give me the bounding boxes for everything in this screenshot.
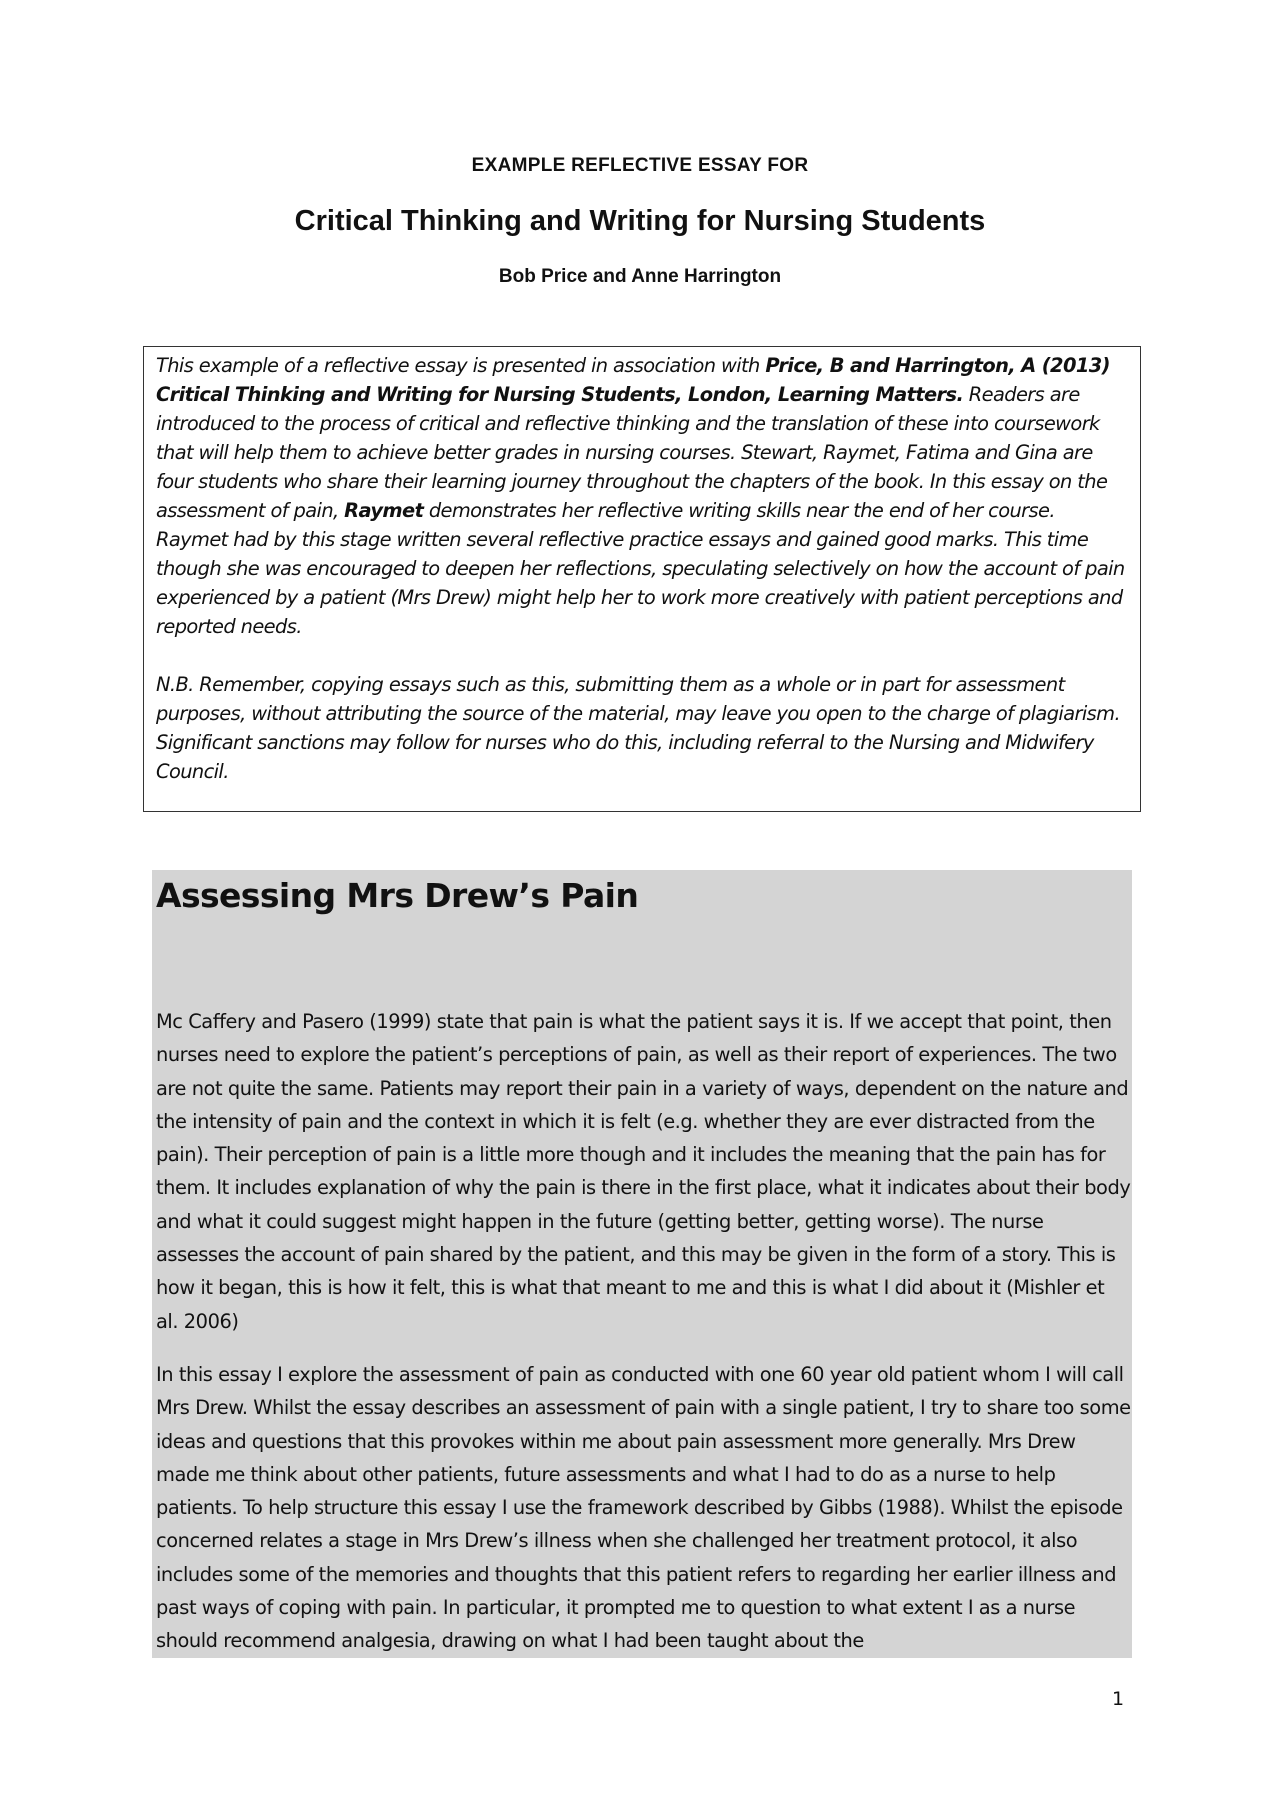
plagiarism-note: N.B. Remember, copying essays such as this, submitting them as a whole or in part for assessment purposes, without attributing the source of the material, may leave you open to the charge of plagiarism. Significant sanctions may follow for nurses who do this, including referral to the Nursing and Midwifery Council. — [156, 673, 1121, 783]
authors: Bob Price and Anne Harrington — [498, 266, 782, 287]
intro-text: demonstrates her reflective writing skills near the end of her course. Raymet had by this stage written several reflective practice essays and gained good marks. This time though she was encouraged to deepen her reflections, speculating selectively on how the account of pain experienced by a patient (Mrs Drew) might help her to work more creatively with patient perceptions and reported needs. — [156, 499, 1125, 638]
essay-section — [152, 870, 1132, 1658]
essay-paragraph: In this essay I explore the assessment of pain as conducted with one 60 year old patient whom I will call Mrs Drew. Whilst the essay describes an assessment of pain with a single patient, I try to share too some ideas and questions that this provokes within me about pain assessment more generally. Mrs Drew made me think about other patients, future assessments and what I had to do as a nurse to help patients. To help structure this essay I use the framework described by Gibbs (1988). Whilst the episode concerned relates a stage in Mrs Drew’s illness when she challenged her treatment protocol, it also includes some of the memories and thoughts that this patient refers to regarding her earlier illness and past ways of coping with pain. In particular, it prompted me to question to what extent I as a nurse should recommend analgesia, drawing on what I had been taught about the — [156, 1363, 1131, 1653]
book-citation: Price, B and Harrington, A (2013) Critical Thinking and Writing for Nursing Students, London, Learning Matters. — [156, 354, 1110, 406]
intro-text: Readers are introduced to the process of critical and reflective thinking and the translation of these into coursework that will help them to achieve better grades in nursing courses. Stewart, Raymet, Fatima and Gina are four students who share their learning journey throughout the chapters of the book. In this essay on the assessment of pain, — [156, 383, 1108, 522]
intro-box — [143, 346, 1141, 812]
student-name: Raymet — [344, 499, 424, 522]
intro-paragraph — [156, 351, 1130, 641]
document-label: EXAMPLE REFLECTIVE ESSAY FOR — [471, 155, 809, 176]
essay-title: Assessing Mrs Drew’s Pain — [156, 876, 639, 915]
page-number: 1 — [1112, 1688, 1125, 1710]
intro-text: This example of a reflective essay is presented in association with — [156, 354, 766, 377]
essay-paragraph: Mc Caffery and Pasero (1999) state that pain is what the patient says it is. If we accept that point, then nurses need to explore the patient’s perceptions of pain, as well as their report of experiences. The two are not quite the same. Patients may report their pain in a variety of ways, dependent on the nature and the intensity of pain and the context in which it is felt (e.g. whether they are ever distracted from the pain). Their perception of pain is a little more though and it includes the meaning that the pain has for them. It includes explanation of why the pain is there in the first place, what it indicates about their body and what it could suggest might happen in the future (getting better, getting worse). The nurse assesses the account of pain shared by the patient, and this may be given in the form of a story. This is how it began, this is how it felt, this is what that meant to me and this is what I did about it (Mishler et al. 2006) — [156, 1010, 1131, 1333]
book-title: Critical Thinking and Writing for Nursing Students — [294, 205, 986, 237]
